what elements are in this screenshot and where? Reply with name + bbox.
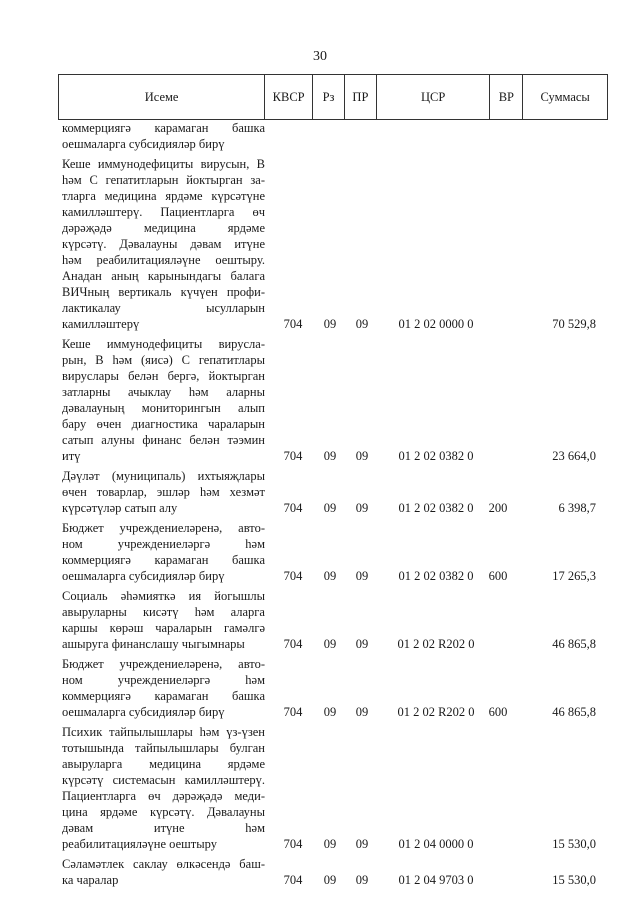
row-pr: 09 <box>355 569 369 583</box>
row-name-line: ном учреждениеләргә һәм <box>62 673 265 687</box>
table-row <box>58 656 608 720</box>
row-sum: 6 398,7 <box>558 501 596 515</box>
row-name-line: һәм С гепатитларын йоктырган за- <box>62 173 265 187</box>
row-rz: 09 <box>323 569 337 583</box>
row-name <box>58 520 265 584</box>
row-name <box>58 120 265 152</box>
table-body <box>58 120 608 892</box>
row-rz: 09 <box>323 873 337 887</box>
row-name-line: оешмаларга субсидияләр бирү <box>62 137 225 151</box>
row-name-line: бару өчен диагностика чараларын <box>62 417 265 431</box>
row-name-line: коммерциягә карамаган башка <box>62 121 265 135</box>
page-number: 30 <box>313 49 327 64</box>
row-name-line: Кеше иммунодефициты вирусла- <box>62 337 265 351</box>
row-name-line: оешмаларга субсидияләр бирү <box>62 705 225 719</box>
row-csr: 01 2 02 0000 0 <box>398 317 474 331</box>
row-kvsr: 704 <box>283 705 303 719</box>
row-rz: 09 <box>323 317 337 331</box>
table-row <box>58 520 608 584</box>
row-name-line: Социаль әһәмияткә ия йогышлы <box>62 589 265 603</box>
row-pr: 09 <box>355 705 369 719</box>
row-name-line: тотышында тайпылышлары булган <box>62 741 265 755</box>
row-name-line: оешмаларга субсидияләр бирү <box>62 569 225 583</box>
row-name <box>58 856 265 888</box>
row-pr: 09 <box>355 317 369 331</box>
row-kvsr: 704 <box>283 449 303 463</box>
row-sum: 46 865,8 <box>552 637 596 651</box>
row-name-line: ВИЧның вертикаль күчүен профи- <box>62 285 265 299</box>
row-name-line: Психик тайпылышлары һәм үз-үзен <box>62 725 265 739</box>
row-name <box>58 588 265 652</box>
table-header <box>58 74 608 120</box>
row-name-line: тларга медицина ярдәме күрсәтүне <box>62 189 265 203</box>
row-name-line: каршы көрәш чараларын гамәлгә <box>62 621 265 635</box>
row-csr: 01 2 02 R202 0 <box>397 637 475 651</box>
row-name-line: сатып алуны финанс белән тәэмин <box>62 433 265 447</box>
row-name-line: Бюджет учреждениеләренә, авто- <box>62 657 265 671</box>
header-kvsr: КВСР <box>265 75 313 119</box>
row-name <box>58 724 265 852</box>
table-row <box>58 856 608 888</box>
row-name-line: реабилитацияләүне оештыру <box>62 837 217 851</box>
row-kvsr: 704 <box>283 501 303 515</box>
row-name-line: дәвам итүне һәм <box>62 821 265 835</box>
table-row <box>58 468 608 516</box>
row-name-line: затларны ачыклау һәм аларны <box>62 385 265 399</box>
row-sum: 23 664,0 <box>552 449 596 463</box>
row-vr: 200 <box>488 501 508 515</box>
row-name-line: дәвалауның мониторингын алып <box>62 401 265 415</box>
row-vr: 600 <box>488 705 508 719</box>
header-sum: Суммасы <box>540 89 590 104</box>
row-vr: 600 <box>488 569 508 583</box>
row-name-line: күрсәтү. Дәвалауны дәвам итүне <box>62 237 265 251</box>
row-name-line: Анадан аның карынындагы балага <box>62 269 265 283</box>
row-name-line: Сәламәтлек саклау өлкәсендә баш- <box>62 857 265 871</box>
row-kvsr: 704 <box>283 637 303 651</box>
row-name-line: камилләштерү. Пациентларга өч <box>62 205 265 219</box>
row-name-line: цина ярдәме күрсәтү. Дәвалауны <box>62 805 265 819</box>
row-name-line: күрсәтү системасын камилләштерү. <box>62 773 265 787</box>
header-rz: Рз <box>313 75 345 119</box>
row-kvsr: 704 <box>283 837 303 851</box>
row-sum: 15 530,0 <box>552 873 596 887</box>
row-rz: 09 <box>323 705 337 719</box>
row-sum: 46 865,8 <box>552 705 596 719</box>
row-kvsr: 704 <box>283 569 303 583</box>
row-name <box>58 156 265 332</box>
row-name-line: дәрәҗәдә медицина ярдәме <box>62 221 265 235</box>
header-vr: ВР <box>490 75 523 119</box>
header-pr: ПР <box>345 75 377 119</box>
header-csr: ЦСР <box>377 75 491 119</box>
row-name-line: Бюджет учреждениеләренә, авто- <box>62 521 265 535</box>
row-pr: 09 <box>355 873 369 887</box>
row-pr: 09 <box>355 637 369 651</box>
row-pr: 09 <box>355 449 369 463</box>
row-name-line: лактикалау ысулларын <box>62 301 265 315</box>
row-kvsr: 704 <box>283 317 303 331</box>
row-csr: 01 2 02 R202 0 <box>397 705 475 719</box>
header-name: Исеме <box>59 75 265 119</box>
row-name-line: өчен товарлар, эшләр һәм хезмәт <box>62 485 265 499</box>
row-name-line: рын, В һәм (яисә) С гепатитлары <box>62 353 265 367</box>
row-name-line: камилләштерү <box>62 317 140 331</box>
row-name-line: коммерциягә карамаган башка <box>62 689 265 703</box>
table-row <box>58 588 608 652</box>
row-name-line: һәм реабилитацияләүне оештыру. <box>62 253 265 267</box>
row-name-line: Кеше иммунодефициты вирусын, В <box>62 157 265 171</box>
row-csr: 01 2 04 9703 0 <box>398 873 474 887</box>
table-row <box>58 336 608 464</box>
row-name-line: ка чаралар <box>62 873 119 887</box>
row-name-line: Дәүләт (муниципаль) ихтыяҗлары <box>62 469 265 483</box>
row-csr: 01 2 02 0382 0 <box>398 449 474 463</box>
row-kvsr: 704 <box>283 873 303 887</box>
row-csr: 01 2 04 0000 0 <box>398 837 474 851</box>
row-name-line: авыруларга медицина ярдәме <box>62 757 265 771</box>
row-rz: 09 <box>323 501 337 515</box>
row-name-line: авыруларны кисәтү һәм аларга <box>62 605 265 619</box>
row-rz: 09 <box>323 449 337 463</box>
row-sum: 15 530,0 <box>552 837 596 851</box>
row-name-line: күрсәтүләр сатып алу <box>62 501 178 515</box>
row-rz: 09 <box>323 837 337 851</box>
row-name <box>58 656 265 720</box>
row-name-line: Пациентларга өч дәрәҗәдә меди- <box>62 789 265 803</box>
row-csr: 01 2 02 0382 0 <box>398 569 474 583</box>
table-row <box>58 724 608 852</box>
row-name-line: коммерциягә карамаган башка <box>62 553 265 567</box>
row-rz: 09 <box>323 637 337 651</box>
row-name <box>58 468 265 516</box>
row-sum: 17 265,3 <box>552 569 596 583</box>
row-name-line: ашыруга финанслашу чыгымнары <box>62 637 245 651</box>
row-pr: 09 <box>355 501 369 515</box>
row-name-line: вируслары белән бергә, йоктырган <box>62 369 265 383</box>
table-row <box>58 120 608 152</box>
row-name <box>58 336 265 464</box>
row-pr: 09 <box>355 837 369 851</box>
row-name-line: итү <box>62 449 81 463</box>
row-sum: 70 529,8 <box>552 317 596 331</box>
table-row <box>58 156 608 332</box>
row-csr: 01 2 02 0382 0 <box>398 501 474 515</box>
row-name-line: ном учреждениеләргә һәм <box>62 537 265 551</box>
